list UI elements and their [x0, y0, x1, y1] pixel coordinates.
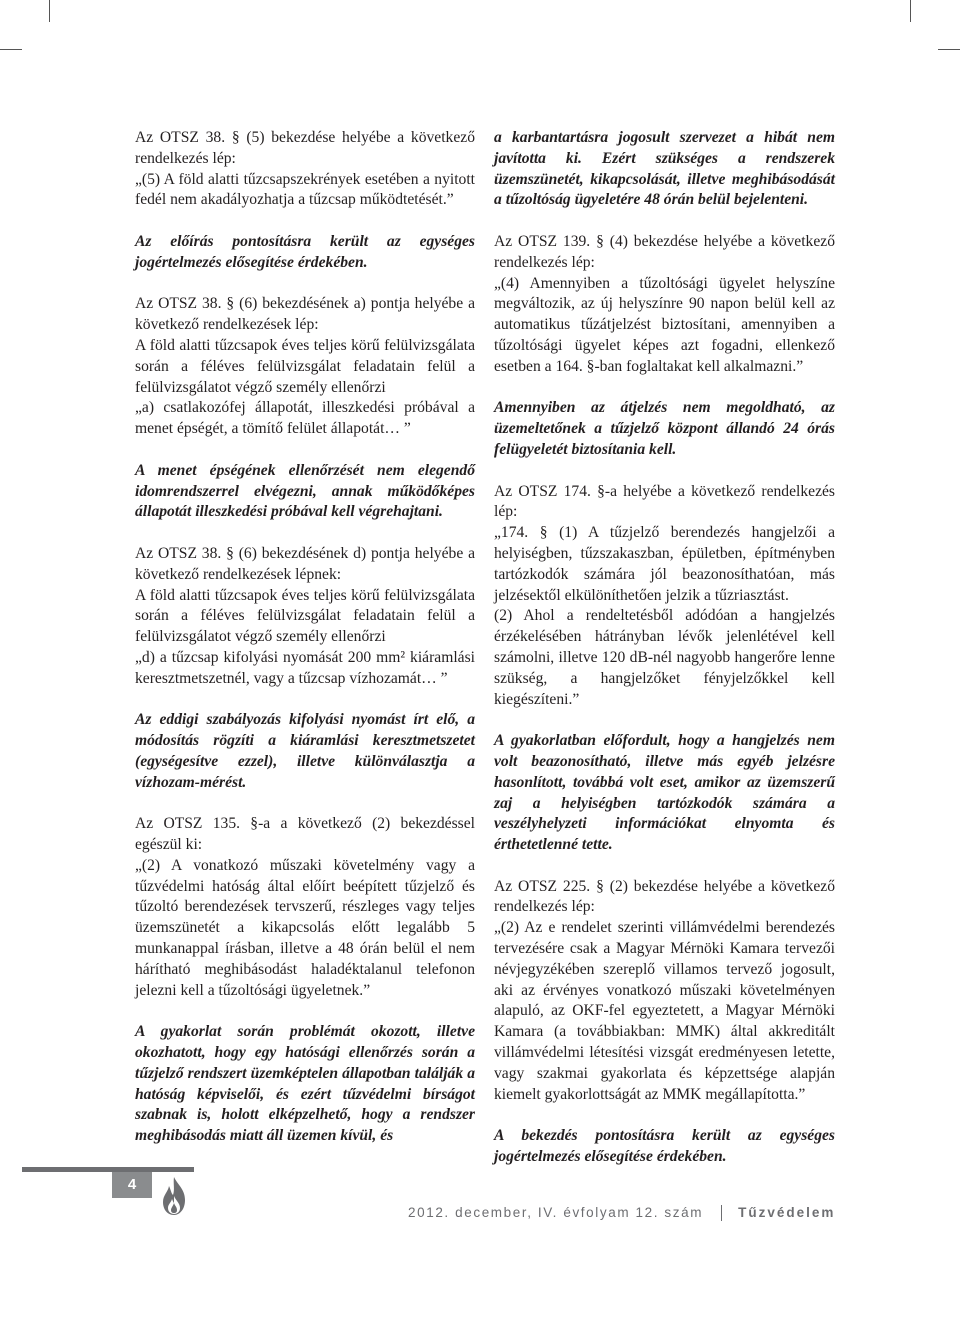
regulation-paragraph: „174. § (1) A tűzjelző berendezés hangjelzői a helyiségben, tűzszakaszban, épületben, építményben tartózkodók számára jól beazonosíthatóan, más jelzésektől elkülöníthetően jelzik a tűzriasztást.	[494, 524, 835, 604]
regulation-paragraph: Az OTSZ 38. § (6) bekezdésének a) pontja helyébe a következő rendelkezések lép:	[135, 295, 475, 334]
regulation-paragraph: Az OTSZ 38. § (6) bekezdésének d) pontja helyébe a következő rendelkezések lépnek:	[135, 544, 475, 583]
regulation-paragraph: Az OTSZ 38. § (5) bekezdése helyébe a következő rendelkezés lép:	[135, 129, 475, 167]
commentary-paragraph: A gyakorlat során problémát okozott, illetve okozhatott, hogy egy hatósági ellenőrzés során a tűzjelző rendszert üzemképtelen állapotban találják a hatóság képviselői, és ezért tűzvédelmi bírságot szabnak is, holott elképzelhető, hogy a rendszer meghibásodás miatt áll üzemen kívül, és	[135, 1023, 475, 1145]
regulation-paragraph: „(2) A vonatkozó műszaki követelmény vagy a tűzvédelmi hatóság által előírt beépített tűzjelző és tűzoltó berendezések tervszerű, részleges vagy teljes üzemszünetét a kikapcsolás előtt legalább 5 munkanappal írásban, illetve a 48 órán belül el nem hárítható meghibásodást haladéktalanul telefonon jelezni kell a tűzoltósági ügyeletnek.”	[135, 856, 475, 999]
regulation-paragraph: „(2) Az e rendelet szerinti villámvédelmi berendezés tervezésére csak a Magyar Mérnöki Kamara tervezői névjegyzékében szereplő villamos tervező jogosult, aki az érvényes vonatkozó műszaki követelményen alapuló, az OKF-fel egyeztetett, a Magyar Mérnöki Kamara (a továbbiakban: MMK) által akkreditált villámvédelmi létesítési vizsgát eredményesen letette, vagy szakmai gyakorlata és képzettsége alapján kiemelt gyakorlottságát az MMK megállapította.”	[494, 919, 835, 1103]
crop-mark-top-left-h	[0, 49, 22, 50]
commentary-paragraph: Amennyiben az átjelzés nem megoldható, az üzemeltetőnek a tűzjelző központ állandó 24 órás felügyeletét biztosítania kell.	[494, 399, 835, 458]
footer-separator	[721, 1205, 722, 1221]
issue-info: 2012. december, IV. évfolyam 12. szám	[408, 1205, 704, 1220]
crop-mark-top-right-v	[910, 0, 911, 22]
regulation-paragraph: Az OTSZ 139. § (4) bekezdése helyébe a következő rendelkezés lép:	[494, 232, 835, 271]
regulation-paragraph: Az OTSZ 135. §-a a következő (2) bekezdéssel egészül ki:	[135, 815, 475, 854]
regulation-paragraph: „a) csatlakozófej állapotát, illeszkedési próbával a menet épségét, a tömítő felület állapotát… ”	[135, 399, 475, 438]
right-column	[494, 128, 835, 1189]
regulation-paragraph: „(4) Amennyiben a tűzoltósági ügyelet helyszíne megváltozik, az új helyszínre 90 napon belül kell az automatikus tűzátjelzést biztosítani, amennyiben a tűzoltósági ügyelet képes azt fogadni, ellenkező esetben a 164. §-ban foglaltakat kell alkalmazni.”	[494, 274, 835, 375]
regulation-paragraph: „(5) A föld alatti tűzcsapszekrények esetében a nyitott fedél nem akadályozhatja a tűzcsap működtetését.”	[135, 170, 475, 209]
commentary-paragraph: A bekezdés pontosításra került az egységes jogértelmezés elősegítése érdekében.	[494, 1127, 835, 1166]
magazine-name: Tűzvédelem	[738, 1205, 836, 1220]
regulation-paragraph: Az OTSZ 174. §-a helyébe a következő rendelkezés lép:	[494, 482, 835, 521]
crop-mark-top-right-h	[938, 49, 960, 50]
crop-mark-top-left-v	[49, 0, 50, 22]
regulation-paragraph: A föld alatti tűzcsapok éves teljes körű felülvizsgálata során a féléves felülvizsgálat feladatain felül a felülvizsgálatot végző személy ellenőrzi	[135, 586, 475, 646]
footer-rule	[22, 1167, 194, 1172]
regulation-paragraph: A föld alatti tűzcsapok éves teljes körű felülvizsgálata során a féléves felülvizsgálat feladatain felül a felülvizsgálatot végző személy ellenőrzi	[135, 336, 475, 396]
regulation-paragraph: (2) Ahol a rendeltetésből adódóan a hangjelzés érzékelésében hátrányban lévők jelenlétével kell számolni, illetve 120 dB-nél nagyobb hangerőre lenne szükség, a hangjelzőket fényjelzőkkel kell kiegészíteni.”	[494, 607, 835, 708]
regulation-paragraph: „d) a tűzcsap kifolyási nyomását 200 mm² kiáramlási keresztmetszetnél, vagy a tűzcsap vízhozamát… ”	[135, 648, 475, 687]
flame-icon	[160, 1176, 188, 1216]
page-number: 4	[112, 1172, 152, 1198]
commentary-paragraph: A gyakorlatban előfordult, hogy a hangjelzés nem volt beazonosítható, illetve más egyéb jelzésre hasonlított, továbbá volt eset, amikor az üzemszerű zaj a helyiségben tartózkodók számára a veszélyhelyzeti információkat elnyomta és érthetetlenné tette.	[494, 732, 835, 854]
commentary-paragraph: Az eddigi szabályozás kifolyási nyomást írt elő, a módosítás rögzíti a kiáramlási keresztmetszetet (egységesítve ezzel), illetve különválasztja a vízhozam-mérést.	[135, 711, 475, 791]
commentary-paragraph: a karbantartásra jogosult szervezet a hibát nem javította ki. Ezért szükséges a rendszerek üzemszünetét, kikapcsolását, illetve meghibásodását a tűzoltóság ügyeletére 48 órán belül bejelenteni.	[494, 129, 835, 209]
commentary-paragraph: A menet épségének ellenőrzését nem elegendő idomrendszerrel elvégezni, annak működőképes állapotát illeszkedési próbával kell végrehajtani.	[135, 461, 475, 521]
footer-text	[408, 1205, 836, 1227]
commentary-paragraph: Az előírás pontosításra került az egységes jogértelmezés elősegítése érdekében.	[135, 232, 475, 271]
regulation-paragraph: Az OTSZ 225. § (2) bekezdése helyébe a következő rendelkezés lép:	[494, 877, 835, 916]
left-column	[135, 128, 475, 1168]
